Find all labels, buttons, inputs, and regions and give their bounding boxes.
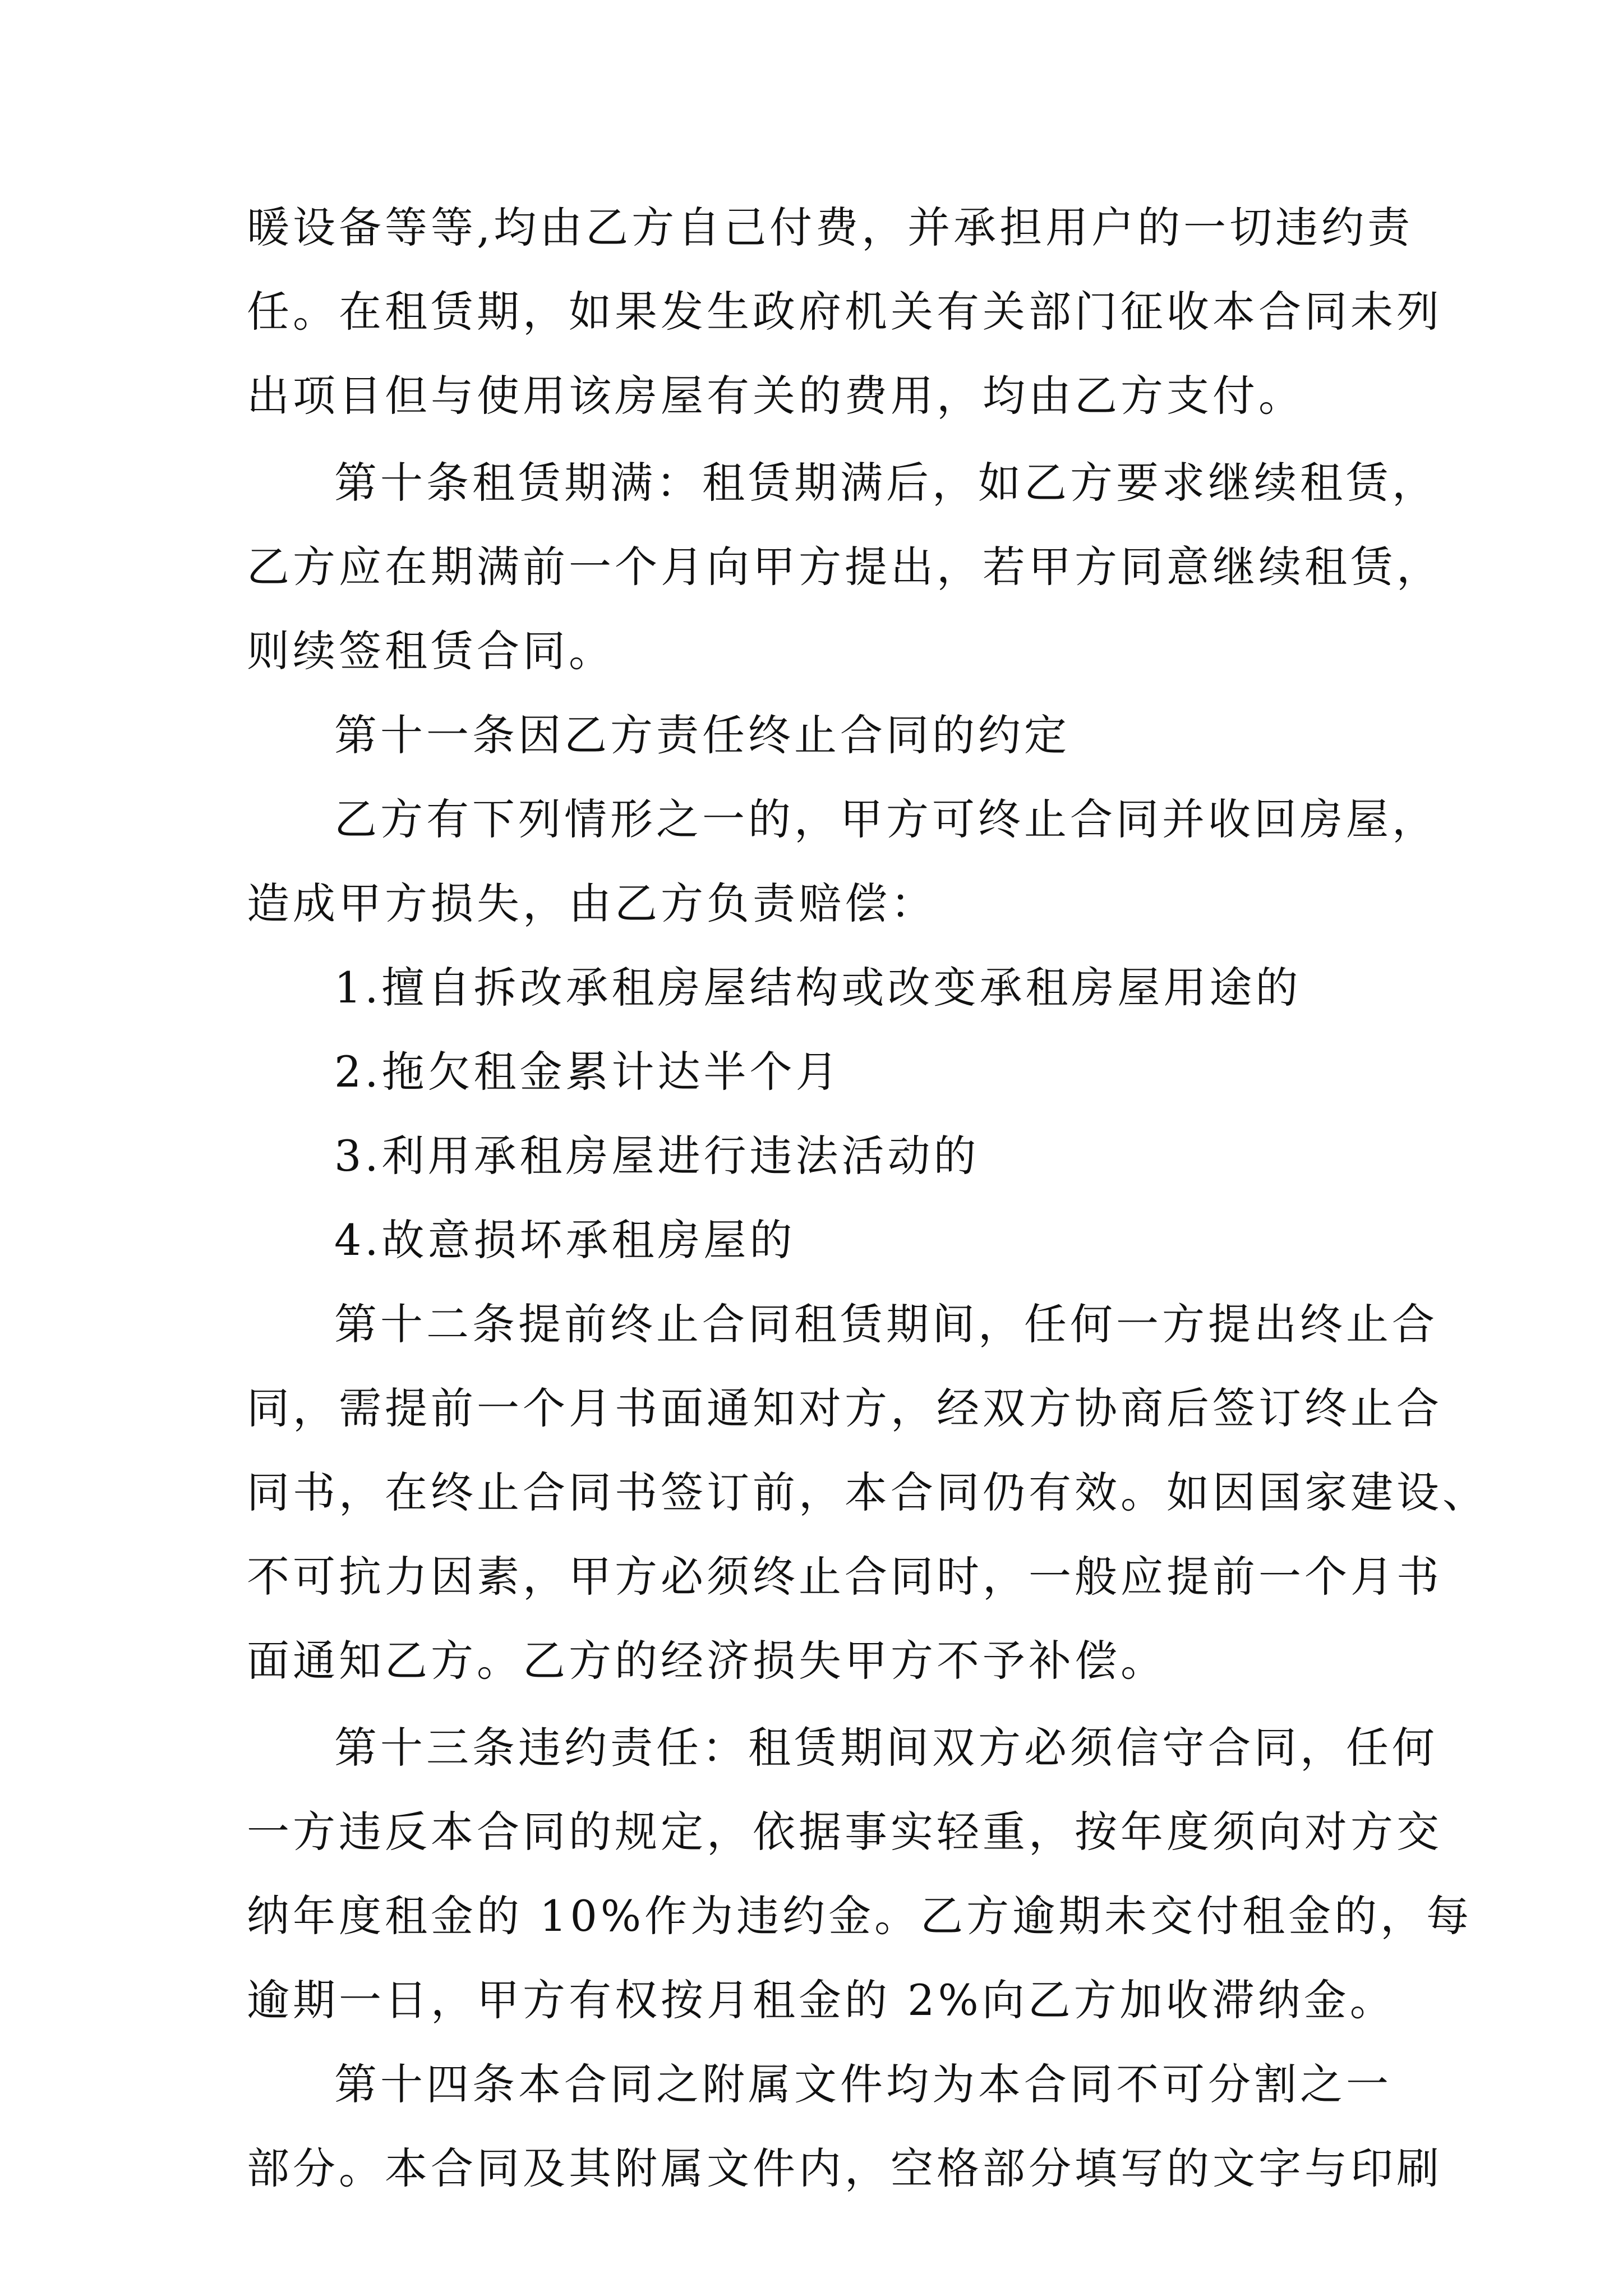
text-line-3: 出项目但与使用该房屋有关的费用，均由乙方支付。 xyxy=(247,371,1304,421)
text-line-2: 任。在租赁期，如果发生政府机关有关部门征收本合同未列 xyxy=(247,287,1442,337)
text-line-9: 造成甲方损失，由乙方负责赔偿： xyxy=(247,878,937,928)
text-line-4: 第十条租赁期满：租赁期满后，如乙方要求继续租赁， xyxy=(334,458,1438,508)
text-line-20: 一方违反本合同的规定，依据事实轻重，按年度须向对方交 xyxy=(247,1807,1442,1857)
text-line-22: 逾期一日，甲方有权按月租金的 2%向乙方加收滞纳金。 xyxy=(247,1975,1396,2025)
text-line-19: 第十三条违约责任：租赁期间双方必须信守合同，任何 xyxy=(334,1723,1438,1773)
text-line-5: 乙方应在期满前一个月向甲方提出，若甲方同意继续租赁， xyxy=(247,542,1442,592)
text-line-23: 第十四条本合同之附属文件均为本合同不可分割之一 xyxy=(334,2059,1392,2109)
text-line-1: 暖设备等等,均由乙方自己付费，并承担用户的一切违约责 xyxy=(247,203,1414,252)
text-line-16: 同书，在终止合同书签订前，本合同仍有效。如因国家建设、 xyxy=(247,1467,1488,1517)
text-line-7: 第十一条因乙方责任终止合同的约定 xyxy=(334,710,1070,760)
text-line-24: 部分。本合同及其附属文件内，空格部分填写的文字与印刷 xyxy=(247,2143,1442,2193)
text-line-18: 面通知乙方。乙方的经济损失甲方不予补偿。 xyxy=(247,1636,1166,1686)
text-line-15: 同，需提前一个月书面通知对方，经双方协商后签订终止合 xyxy=(247,1383,1442,1433)
text-line-6: 则续签租赁合同。 xyxy=(247,626,615,676)
text-line-8: 乙方有下列情形之一的，甲方可终止合同并收回房屋， xyxy=(334,794,1438,844)
list-item-4: 4.故意损坏承租房屋的 xyxy=(334,1215,796,1265)
list-item-2: 2.拖欠租金累计达半个月 xyxy=(334,1047,842,1097)
list-item-3: 3.利用承租房屋进行违法活动的 xyxy=(334,1131,980,1181)
list-item-1: 1.擅自拆改承租房屋结构或改变承租房屋用途的 xyxy=(334,963,1302,1013)
text-line-14: 第十二条提前终止合同租赁期间，任何一方提出终止合 xyxy=(334,1299,1438,1349)
text-line-17: 不可抗力因素，甲方必须终止合同时，一般应提前一个月书 xyxy=(247,1552,1442,1602)
text-line-21: 纳年度租金的 10%作为违约金。乙方逾期未交付租金的，每 xyxy=(247,1891,1473,1941)
